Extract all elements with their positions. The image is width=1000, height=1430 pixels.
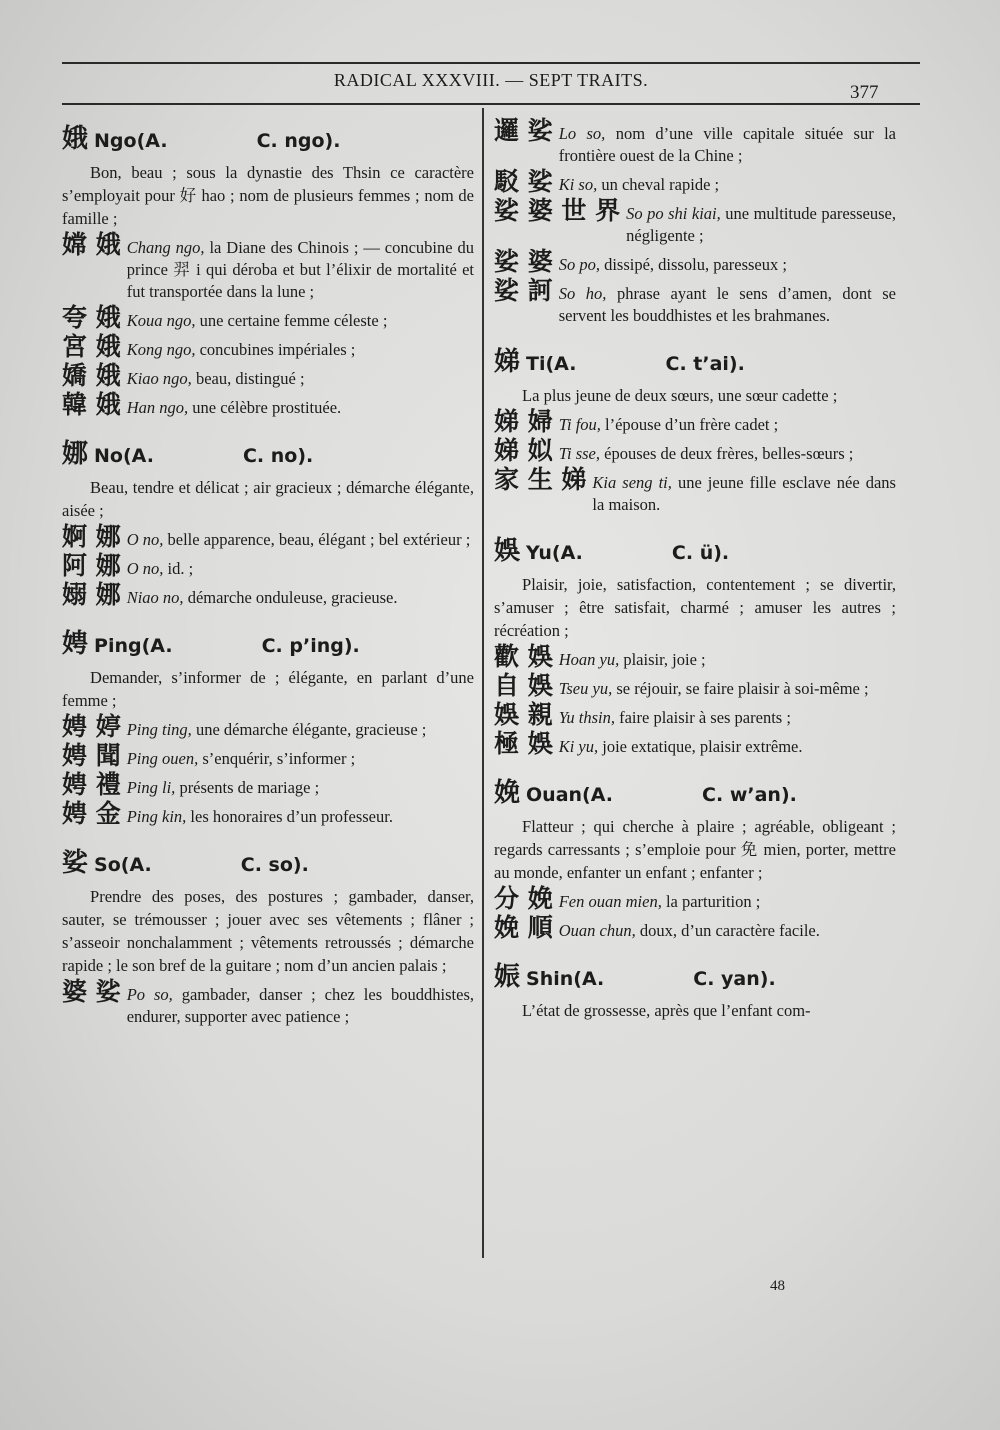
compound-entry [494, 247, 896, 276]
compound-romanization: So ho, [558, 284, 617, 303]
compound-meaning: s’enquérir, s’informer ; [202, 749, 356, 768]
compound-characters: 娣 姒 [494, 436, 553, 465]
compound-entry [494, 436, 896, 465]
compound-text [127, 777, 474, 799]
entry-definition: Plaisir, joie, satisfaction, contentement ; se divertir, s’amuser ; être satisfait, charmé ; amuser les autres ; récréation ; [494, 575, 896, 640]
compound-text [127, 397, 474, 419]
compound-text [559, 254, 896, 276]
compound-meaning: démarche onduleuse, gracieuse. [187, 588, 398, 607]
headword-character: 娜 [62, 439, 89, 469]
compound-romanization: Yu thsin, [558, 708, 620, 727]
page-number: 377 [850, 82, 879, 103]
compound-meaning: gambader, danser ; chez les bouddhistes, endurer, supporter avec patience ; [126, 985, 475, 1026]
compound-text [626, 203, 896, 247]
dictionary-entry [494, 772, 896, 942]
entry-definition: Demander, s’informer de ; élégante, en parlant d’une femme ; [62, 668, 474, 710]
compound-text [592, 472, 896, 516]
compound-characters: 歡 娛 [494, 642, 553, 671]
headword-c-reading: C. w’an). [702, 784, 797, 806]
compound-romanization: Chang ngo, [126, 238, 210, 257]
headword-romanization: Shin [526, 968, 574, 990]
compound-romanization: Po so, [126, 985, 182, 1004]
compound-romanization: Ki so, [558, 175, 602, 194]
compound-characters: 分 娩 [494, 884, 553, 913]
compound-romanization: Han ngo, [126, 398, 193, 417]
header-rule-top [62, 62, 920, 64]
right-column [494, 118, 896, 1036]
headword-character: 娩 [494, 778, 521, 808]
compound-romanization: So po shi kiai, [626, 204, 726, 223]
compound-text [127, 719, 474, 741]
headword-a-reading: (A. [582, 784, 614, 806]
compound-text [559, 174, 896, 196]
compound-romanization: Niao no, [126, 588, 188, 607]
compound-entry [62, 230, 474, 303]
compound-text [559, 736, 896, 758]
compound-entry [494, 116, 896, 167]
compound-romanization: Ping ouen, [126, 749, 203, 768]
compound-meaning: belle apparence, beau, élégant ; bel extérieur ; [167, 530, 471, 549]
compound-romanization: Ki yu, [558, 737, 603, 756]
compound-romanization: Fen ouan mien, [558, 892, 666, 911]
compound-meaning: phrase ayant le sens d’amen, dont se servent les bouddhistes et les brahmanes. [558, 284, 896, 325]
running-header: RADICAL XXXVIII. — SEPT TRAITS. [333, 70, 649, 90]
compound-characters: 阿 娜 [62, 551, 121, 580]
compound-meaning: concubines impériales ; [199, 340, 356, 359]
compound-entry [494, 276, 896, 327]
compound-characters: 娉 禮 [62, 770, 121, 799]
compound-text [127, 529, 474, 551]
headword-c-reading: C. ngo). [256, 130, 341, 152]
left-column [62, 118, 474, 1042]
compound-entry [62, 977, 475, 1028]
compound-text [559, 920, 896, 942]
compound-romanization: Lo so, [558, 124, 616, 143]
compound-entry [62, 741, 474, 770]
compound-text [559, 283, 896, 327]
compound-romanization: Kia seng ti, [592, 473, 678, 492]
entry-headword [62, 118, 474, 155]
compound-text [559, 443, 896, 465]
compound-entry [494, 196, 896, 247]
compound-meaning: la parturition ; [665, 892, 761, 911]
compound-romanization: Hoan yu, [558, 650, 624, 669]
entry-headword [62, 623, 474, 660]
compound-characters: 駁 娑 [494, 167, 553, 196]
headword-c-reading: C. ü). [671, 542, 730, 564]
column-divider [482, 108, 484, 1258]
compound-text [127, 310, 474, 332]
compound-meaning: épouses de deux frères, belles-sœurs ; [604, 444, 854, 463]
dictionary-entry [62, 433, 474, 609]
headword-romanization: Ouan [526, 784, 583, 806]
compound-text [559, 707, 896, 729]
headword-character: 娉 [62, 629, 89, 659]
dictionary-entry [494, 116, 896, 327]
entry-headword [494, 772, 896, 809]
compound-text [127, 806, 474, 828]
compound-characters: 娣 婦 [494, 407, 553, 436]
entry-headword [62, 433, 474, 470]
compound-meaning: nom d’une ville capitale située sur la frontière ouest de la Chine ; [558, 124, 896, 165]
compound-romanization: Koua ngo, [126, 311, 200, 330]
entry-headword [494, 341, 896, 378]
compound-characters: 宮 娥 [62, 332, 121, 361]
compound-characters: 自 娛 [494, 671, 553, 700]
headword-character: 娠 [494, 962, 521, 992]
headword-c-reading: C. so). [240, 854, 309, 876]
compound-entry [62, 770, 474, 799]
headword-c-reading: C. yan). [693, 968, 776, 990]
compound-meaning: une jeune fille esclave née dans la maison. [592, 473, 896, 514]
compound-entry [62, 390, 474, 419]
compound-meaning: une multitude paresseuse, négligente ; [626, 204, 896, 245]
compound-entry [62, 580, 474, 609]
compound-meaning: une célèbre prostituée. [192, 398, 342, 417]
compound-romanization: Ping kin, [126, 807, 191, 826]
compound-romanization: O no, [126, 530, 168, 549]
compound-meaning: un cheval rapide ; [601, 175, 720, 194]
compound-romanization: O no, [126, 559, 168, 578]
compound-text [127, 558, 474, 580]
headword-c-reading: C. t’ai). [665, 353, 745, 375]
entry-definition: Prendre des poses, des postures ; gambader, danser, sauter, se trémousser ; jouer avec ses vêtements ; flâner ; s’asseoir nonchalamment ; vêtements retroussés ; démarche rapide ; le son bref de la guitare ; nom d’un ancien palais ; [62, 887, 474, 975]
headword-romanization: Yu [526, 542, 552, 564]
compound-characters: 娑 婆 [494, 247, 553, 276]
compound-meaning: présents de mariage ; [179, 778, 320, 797]
headword-romanization: Ti [526, 353, 546, 375]
compound-text [559, 678, 896, 700]
compound-entry [62, 332, 474, 361]
compound-text [127, 368, 474, 390]
compound-characters: 娑 婆 世 界 [494, 196, 621, 225]
headword-romanization: Ngo [94, 130, 137, 152]
compound-entry [494, 407, 896, 436]
headword-a-reading: (A. [545, 353, 577, 375]
compound-romanization: Ping li, [126, 778, 180, 797]
compound-characters: 婆 娑 [62, 977, 121, 1006]
compound-romanization: Kong ngo, [126, 340, 200, 359]
dictionary-entry [62, 118, 474, 419]
compound-characters: 娉 聞 [62, 741, 121, 770]
compound-characters: 韓 娥 [62, 390, 121, 419]
compound-characters: 嬌 娥 [62, 361, 121, 390]
compound-meaning: joie extatique, plaisir extrême. [602, 737, 803, 756]
compound-text [127, 339, 474, 361]
compound-characters: 嫦 娥 [62, 230, 121, 259]
compound-meaning: beau, distingué ; [195, 369, 305, 388]
compound-text [559, 649, 896, 671]
dictionary-entry [62, 623, 474, 828]
compound-entry [62, 712, 474, 741]
compound-text [559, 891, 896, 913]
headword-c-reading: C. p’ing). [261, 635, 360, 657]
compound-characters: 夸 娥 [62, 303, 121, 332]
compound-entry [494, 884, 896, 913]
compound-text [127, 587, 474, 609]
compound-meaning: l’épouse d’un frère cadet ; [605, 415, 779, 434]
compound-text [127, 984, 474, 1028]
compound-characters: 娩 順 [494, 913, 553, 942]
compound-text [127, 748, 474, 770]
compound-characters: 娑 訶 [494, 276, 553, 305]
headword-a-reading: (A. [573, 968, 605, 990]
headword-character: 娣 [494, 347, 521, 377]
compound-meaning: dissipé, dissolu, paresseux ; [604, 255, 787, 274]
compound-characters: 極 娛 [494, 729, 553, 758]
dictionary-entry [494, 530, 896, 758]
entry-definition: Beau, tendre et délicat ; air gracieux ; démarche élégante, aisée ; [62, 478, 474, 520]
compound-characters: 嫋 娜 [62, 580, 121, 609]
compound-characters: 邏 娑 [494, 116, 553, 145]
compound-entry [494, 642, 896, 671]
headword-romanization: Ping [94, 635, 142, 657]
compound-romanization: So po, [558, 255, 605, 274]
entry-headword [494, 956, 896, 993]
dictionary-entry [494, 956, 896, 1022]
headword-a-reading: (A. [120, 854, 152, 876]
compound-text [559, 123, 896, 167]
compound-romanization: Ti sse, [558, 444, 605, 463]
compound-entry [494, 700, 896, 729]
compound-entry [494, 671, 896, 700]
headword-character: 娛 [494, 536, 521, 566]
compound-text [127, 237, 474, 303]
headword-romanization: No [94, 445, 123, 467]
headword-a-reading: (A. [136, 130, 168, 152]
headword-a-reading: (A. [551, 542, 583, 564]
compound-romanization: Tseu yu, [558, 679, 617, 698]
headword-character: 娑 [62, 848, 89, 878]
compound-meaning: faire plaisir à ses parents ; [619, 708, 791, 727]
headword-a-reading: (A. [122, 445, 154, 467]
entry-headword [62, 842, 474, 879]
dictionary-entry [494, 341, 896, 516]
compound-entry [494, 729, 896, 758]
compound-meaning: id. ; [167, 559, 194, 578]
compound-characters: 娉 婷 [62, 712, 121, 741]
compound-meaning: doux, d’un caractère facile. [639, 921, 820, 940]
compound-entry [494, 913, 896, 942]
compound-meaning: les honoraires d’un professeur. [190, 807, 393, 826]
compound-entry [62, 522, 474, 551]
header-rule-bottom [62, 103, 920, 105]
compound-romanization: Ouan chun, [558, 921, 640, 940]
compound-romanization: Ping ting, [126, 720, 196, 739]
dictionary-entry [62, 842, 474, 1028]
compound-entry [494, 465, 896, 516]
entry-definition: Bon, beau ; sous la dynastie des Thsin ce caractère s’employait pour 好 hao ; nom de plusieurs femmes ; nom de famille ; [62, 163, 474, 228]
headword-c-reading: C. no). [242, 445, 314, 467]
headword-a-reading: (A. [141, 635, 173, 657]
compound-characters: 娛 親 [494, 700, 553, 729]
compound-entry [62, 303, 474, 332]
compound-text [559, 414, 896, 436]
signature-mark: 48 [770, 1278, 785, 1294]
compound-meaning: se réjouir, se faire plaisir à soi-même ; [616, 679, 869, 698]
compound-romanization: Kiao ngo, [126, 369, 196, 388]
compound-characters: 娉 金 [62, 799, 121, 828]
compound-entry [62, 551, 474, 580]
compound-characters: 家 生 娣 [494, 465, 587, 494]
compound-characters: 婀 娜 [62, 522, 121, 551]
headword-character: 娥 [62, 124, 89, 154]
compound-entry [62, 799, 474, 828]
entry-headword [494, 530, 896, 567]
compound-meaning: plaisir, joie ; [623, 650, 706, 669]
compound-entry [494, 167, 896, 196]
compound-entry [62, 361, 474, 390]
compound-romanization: Ti fou, [558, 415, 606, 434]
entry-definition: La plus jeune de deux sœurs, une sœur cadette ; [522, 386, 838, 405]
entry-definition: Flatteur ; qui cherche à plaire ; agréable, obligeant ; regards carressants ; s’emploie pour 免 mien, porter, mettre au monde, enfanter un enfant ; enfanter ; [494, 817, 896, 882]
entry-definition: L’état de grossesse, après que l’enfant com- [522, 1001, 811, 1020]
compound-meaning: la Diane des Chinois ; — concubine du prince 羿 i qui déroba et but l’élixir de mortalité et fut transportée dans la lune ; [126, 238, 474, 301]
compound-meaning: une certaine femme céleste ; [199, 311, 388, 330]
headword-romanization: So [94, 854, 121, 876]
compound-meaning: une démarche élégante, gracieuse ; [195, 720, 427, 739]
